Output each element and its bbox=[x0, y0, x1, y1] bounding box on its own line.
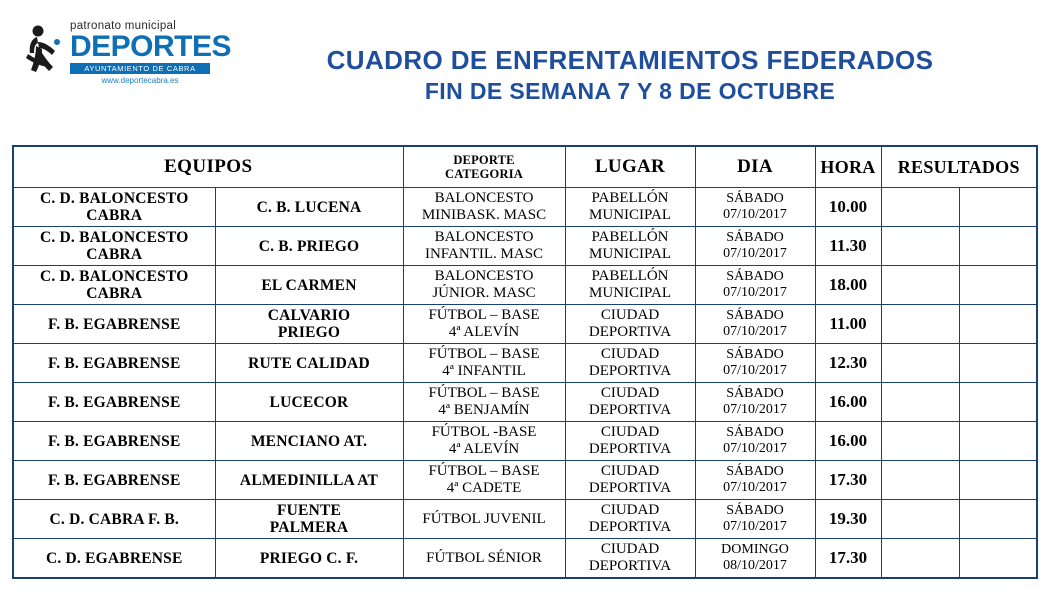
cell-place-line1: CIUDAD bbox=[600, 463, 660, 479]
cell-sport-line2: 4ª ALEVÍN bbox=[448, 324, 520, 340]
cell-away-team-line1: LUCECOR bbox=[269, 393, 349, 411]
cell-place-line1: PABELLÓN bbox=[591, 268, 669, 284]
cell-away-team bbox=[215, 539, 403, 579]
cell-result-away[interactable] bbox=[959, 500, 1037, 539]
cell-time: 10.00 bbox=[815, 188, 881, 227]
cell-place bbox=[565, 305, 695, 344]
cell-away-team bbox=[215, 383, 403, 422]
cell-place-line2: MUNICIPAL bbox=[589, 246, 671, 262]
table-row bbox=[13, 305, 1037, 344]
cell-away-team bbox=[215, 422, 403, 461]
cell-time: 19.30 bbox=[815, 500, 881, 539]
cell-place bbox=[565, 344, 695, 383]
cell-home-team-line2: CABRA bbox=[86, 207, 143, 224]
cell-away-team-line1: RUTE CALIDAD bbox=[248, 354, 370, 372]
cell-day-line2: 08/10/2017 bbox=[723, 558, 787, 573]
cell-day bbox=[695, 383, 815, 422]
cell-sport-category bbox=[403, 383, 565, 422]
document-header bbox=[0, 0, 1047, 125]
cell-home-team-line1: C. D. BALONCESTO bbox=[40, 268, 189, 285]
cell-result-home[interactable] bbox=[881, 227, 959, 266]
cell-away-team bbox=[215, 305, 403, 344]
cell-place bbox=[565, 188, 695, 227]
cell-home-team-line1: C. D. CABRA F. B. bbox=[49, 510, 179, 528]
table-body bbox=[13, 188, 1037, 579]
cell-time: 17.30 bbox=[815, 539, 881, 579]
cell-sport-line1: BALONCESTO bbox=[434, 268, 534, 284]
cell-day-line2: 07/10/2017 bbox=[723, 441, 787, 456]
cell-day-line1: SÁBADO bbox=[726, 269, 784, 284]
cell-sport-category bbox=[403, 227, 565, 266]
logo-deportes-text: DEPORTES bbox=[70, 30, 232, 63]
cell-home-team-line2: CABRA bbox=[86, 285, 143, 302]
cell-away-team-line1: PRIEGO C. F. bbox=[259, 549, 359, 567]
cell-home-team-line1: F. B. EGABRENSE bbox=[48, 432, 181, 450]
cell-home-team-line1: C. D. BALONCESTO bbox=[40, 229, 189, 246]
cell-home-team-line1: F. B. EGABRENSE bbox=[48, 315, 181, 333]
cell-time: 11.00 bbox=[815, 305, 881, 344]
athlete-figure-icon bbox=[24, 22, 68, 84]
column-header-deporte-categoria bbox=[403, 146, 565, 188]
cell-day-line1: SÁBADO bbox=[726, 191, 784, 206]
cell-result-home[interactable] bbox=[881, 266, 959, 305]
cell-day-line1: SÁBADO bbox=[726, 386, 784, 401]
cell-place bbox=[565, 461, 695, 500]
cell-day bbox=[695, 500, 815, 539]
table-row bbox=[13, 227, 1037, 266]
cell-time: 11.30 bbox=[815, 227, 881, 266]
cell-home-team bbox=[13, 188, 215, 227]
cell-sport-line1: BALONCESTO bbox=[434, 190, 534, 206]
cell-sport-line2: JÚNIOR. MASC bbox=[432, 285, 536, 301]
cell-away-team-line1: EL CARMEN bbox=[261, 276, 357, 294]
cell-place-line1: CIUDAD bbox=[600, 307, 660, 323]
cell-day-line2: 07/10/2017 bbox=[723, 285, 787, 300]
cell-sport-line1: FÚTBOL – BASE bbox=[428, 307, 540, 323]
cell-away-team-line1: FUENTE bbox=[276, 502, 342, 519]
column-header-lugar: LUGAR bbox=[565, 146, 695, 188]
cell-sport-line2: MINIBASK. MASC bbox=[421, 207, 547, 223]
cell-day-line2: 07/10/2017 bbox=[723, 519, 787, 534]
cell-day-line2: 07/10/2017 bbox=[723, 480, 787, 495]
cell-place bbox=[565, 266, 695, 305]
cell-place-line2: DEPORTIVA bbox=[588, 480, 672, 496]
table-row bbox=[13, 422, 1037, 461]
cell-home-team bbox=[13, 344, 215, 383]
cell-place-line2: DEPORTIVA bbox=[588, 558, 672, 574]
logo-patronato-text: patronato municipal bbox=[70, 20, 177, 32]
cell-day-line1: SÁBADO bbox=[726, 347, 784, 362]
cell-place-line2: DEPORTIVA bbox=[588, 402, 672, 418]
cell-place bbox=[565, 539, 695, 579]
column-header-resultados: RESULTADOS bbox=[881, 146, 1037, 188]
column-header-deporte-line1: DEPORTE bbox=[453, 153, 515, 167]
cell-home-team bbox=[13, 500, 215, 539]
cell-sport-category bbox=[403, 344, 565, 383]
cell-day bbox=[695, 422, 815, 461]
cell-place-line1: CIUDAD bbox=[600, 385, 660, 401]
cell-home-team-line1: C. D. EGABRENSE bbox=[46, 549, 183, 567]
cell-sport-line2: 4ª CADETE bbox=[446, 480, 522, 496]
cell-away-team bbox=[215, 461, 403, 500]
table-header-row bbox=[13, 146, 1037, 188]
cell-sport-line1: FÚTBOL SÉNIOR bbox=[426, 549, 542, 566]
cell-time: 16.00 bbox=[815, 422, 881, 461]
page-title-line1: CUADRO DE ENFRENTAMIENTOS FEDERADOS bbox=[326, 45, 934, 75]
cell-sport-line1: FÚTBOL – BASE bbox=[428, 346, 540, 362]
cell-result-away[interactable] bbox=[959, 461, 1037, 500]
table-row bbox=[13, 383, 1037, 422]
cell-place-line2: DEPORTIVA bbox=[588, 363, 672, 379]
cell-away-team-line1: C. B. PRIEGO bbox=[258, 237, 360, 255]
cell-sport-line1: FÚTBOL – BASE bbox=[428, 385, 540, 401]
cell-result-away[interactable] bbox=[959, 539, 1037, 579]
cell-sport-line2: INFANTIL. MASC bbox=[424, 246, 544, 262]
cell-sport-category bbox=[403, 539, 565, 579]
cell-day-line2: 07/10/2017 bbox=[723, 207, 787, 222]
cell-sport-line2: 4ª BENJAMÍN bbox=[438, 402, 530, 418]
cell-day-line2: 07/10/2017 bbox=[723, 324, 787, 339]
cell-result-away[interactable] bbox=[959, 344, 1037, 383]
page-title bbox=[250, 45, 1010, 105]
cell-time: 17.30 bbox=[815, 461, 881, 500]
cell-home-team bbox=[13, 227, 215, 266]
cell-place-line1: CIUDAD bbox=[600, 346, 660, 362]
cell-home-team bbox=[13, 461, 215, 500]
cell-away-team-line1: MENCIANO AT. bbox=[250, 432, 368, 450]
cell-day-line1: SÁBADO bbox=[726, 464, 784, 479]
cell-place bbox=[565, 422, 695, 461]
cell-home-team bbox=[13, 422, 215, 461]
cell-home-team bbox=[13, 383, 215, 422]
table-row bbox=[13, 461, 1037, 500]
logo-patronato-municipal-deportes bbox=[22, 18, 232, 96]
cell-result-home[interactable] bbox=[881, 344, 959, 383]
cell-away-team bbox=[215, 500, 403, 539]
cell-result-home[interactable] bbox=[881, 461, 959, 500]
cell-day bbox=[695, 188, 815, 227]
cell-result-away[interactable] bbox=[959, 227, 1037, 266]
cell-sport-category bbox=[403, 305, 565, 344]
cell-away-team-line1: C. B. LUCENA bbox=[256, 198, 362, 216]
cell-away-team bbox=[215, 188, 403, 227]
cell-place-line1: PABELLÓN bbox=[591, 229, 669, 245]
table-row bbox=[13, 188, 1037, 227]
cell-place-line1: PABELLÓN bbox=[591, 190, 669, 206]
logo-website-text: www.deportecabra.es bbox=[101, 76, 179, 85]
cell-place-line1: CIUDAD bbox=[600, 424, 660, 440]
cell-away-team-line2: PALMERA bbox=[269, 519, 349, 536]
cell-time: 12.30 bbox=[815, 344, 881, 383]
cell-place-line2: DEPORTIVA bbox=[588, 324, 672, 340]
cell-place bbox=[565, 383, 695, 422]
column-header-dia: DIA bbox=[695, 146, 815, 188]
cell-away-team bbox=[215, 266, 403, 305]
cell-sport-category bbox=[403, 422, 565, 461]
cell-day bbox=[695, 305, 815, 344]
cell-sport-category bbox=[403, 266, 565, 305]
cell-time: 16.00 bbox=[815, 383, 881, 422]
cell-away-team bbox=[215, 344, 403, 383]
cell-result-away[interactable] bbox=[959, 305, 1037, 344]
cell-away-team-line1: CALVARIO bbox=[267, 307, 351, 324]
cell-day-line2: 07/10/2017 bbox=[723, 402, 787, 417]
cell-result-home[interactable] bbox=[881, 383, 959, 422]
cell-place bbox=[565, 500, 695, 539]
cell-place-line2: DEPORTIVA bbox=[588, 441, 672, 457]
column-header-deporte-line2: CATEGORIA bbox=[445, 167, 523, 181]
cell-result-away[interactable] bbox=[959, 188, 1037, 227]
cell-place-line1: CIUDAD bbox=[600, 502, 660, 518]
cell-sport-category bbox=[403, 500, 565, 539]
cell-home-team bbox=[13, 305, 215, 344]
logo-wordmark bbox=[70, 20, 232, 86]
cell-day bbox=[695, 227, 815, 266]
cell-place bbox=[565, 227, 695, 266]
cell-result-home[interactable] bbox=[881, 188, 959, 227]
cell-result-home[interactable] bbox=[881, 305, 959, 344]
cell-day-line2: 07/10/2017 bbox=[723, 246, 787, 261]
cell-result-away[interactable] bbox=[959, 383, 1037, 422]
cell-day-line1: SÁBADO bbox=[726, 308, 784, 323]
cell-sport-line2: 4ª INFANTIL bbox=[442, 363, 526, 379]
column-header-equipos: EQUIPOS bbox=[13, 146, 403, 188]
cell-place-line1: CIUDAD bbox=[600, 541, 660, 557]
cell-sport-line1: FÚTBOL -BASE bbox=[431, 424, 537, 440]
schedule-table bbox=[12, 145, 1038, 579]
cell-result-home[interactable] bbox=[881, 500, 959, 539]
table-row bbox=[13, 539, 1037, 579]
cell-away-team bbox=[215, 227, 403, 266]
table-row bbox=[13, 266, 1037, 305]
cell-result-home[interactable] bbox=[881, 422, 959, 461]
cell-home-team-line1: F. B. EGABRENSE bbox=[48, 471, 181, 489]
cell-result-away[interactable] bbox=[959, 266, 1037, 305]
cell-day-line1: DOMINGO bbox=[721, 542, 789, 557]
column-header-hora: HORA bbox=[815, 146, 881, 188]
cell-away-team-line1: ALMEDINILLA AT bbox=[239, 471, 379, 489]
cell-sport-category bbox=[403, 461, 565, 500]
cell-home-team-line1: F. B. EGABRENSE bbox=[48, 393, 181, 411]
cell-home-team bbox=[13, 266, 215, 305]
cell-result-away[interactable] bbox=[959, 422, 1037, 461]
cell-day bbox=[695, 539, 815, 579]
cell-home-team-line1: C. D. BALONCESTO bbox=[40, 190, 189, 207]
cell-result-home[interactable] bbox=[881, 539, 959, 579]
cell-place-line2: MUNICIPAL bbox=[589, 285, 671, 301]
table-row bbox=[13, 500, 1037, 539]
cell-place-line2: MUNICIPAL bbox=[589, 207, 671, 223]
cell-place-line2: DEPORTIVA bbox=[588, 519, 672, 535]
cell-day-line1: SÁBADO bbox=[726, 230, 784, 245]
cell-sport-line1: FÚTBOL – BASE bbox=[428, 463, 540, 479]
cell-away-team-line2: PRIEGO bbox=[277, 324, 341, 341]
cell-home-team-line2: CABRA bbox=[86, 246, 143, 263]
cell-time: 18.00 bbox=[815, 266, 881, 305]
cell-home-team bbox=[13, 539, 215, 579]
cell-home-team-line1: F. B. EGABRENSE bbox=[48, 354, 181, 372]
cell-day bbox=[695, 266, 815, 305]
table-row bbox=[13, 344, 1037, 383]
schedule-table-container bbox=[12, 145, 1036, 579]
cell-sport-category bbox=[403, 188, 565, 227]
cell-day-line2: 07/10/2017 bbox=[723, 363, 787, 378]
logo-ayuntamiento-text: AYUNTAMIENTO DE CABRA bbox=[70, 63, 210, 74]
cell-day bbox=[695, 344, 815, 383]
cell-sport-line1: BALONCESTO bbox=[434, 229, 534, 245]
cell-sport-line1: FÚTBOL JUVENIL bbox=[422, 510, 546, 527]
cell-sport-line2: 4ª ALEVÍN bbox=[448, 441, 520, 457]
page-title-line2: FIN DE SEMANA 7 Y 8 DE OCTUBRE bbox=[424, 78, 836, 104]
cell-day-line1: SÁBADO bbox=[726, 503, 784, 518]
cell-day bbox=[695, 461, 815, 500]
cell-day-line1: SÁBADO bbox=[726, 425, 784, 440]
